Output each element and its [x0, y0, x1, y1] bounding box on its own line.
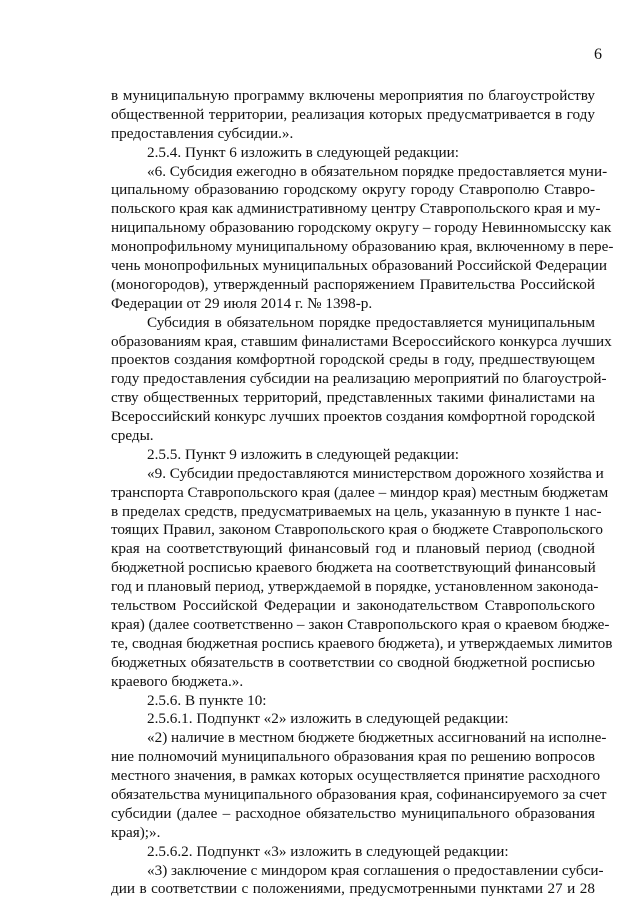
text-line: образованиям края, ставшим финалистами Всероссийского конкурса лучших — [111, 332, 612, 350]
text-line: проектов создания комфортной городской среды в году, предшествующем — [111, 351, 595, 369]
text-line: ципальному образованию городскому округу городу Ставрополю Ставро- — [111, 181, 595, 199]
text-line: среды. — [111, 427, 154, 445]
text-line: тельством Российской Федерации и законодательством Ставропольского — [111, 597, 595, 615]
text-line: дии в соответствии с положениями, предусмотренными пунктами 27 и 28 — [111, 880, 595, 898]
text-line: бюджетной росписью краевого бюджета на соответствующий финансовый — [111, 559, 596, 577]
text-line: ние полномочий муниципального образования края по решению вопросов — [111, 748, 595, 766]
text-line: бюджетных обязательств в соответствии со сводной бюджетной росписью — [111, 653, 595, 671]
text-line: ству общественных территорий, представленных такими финалистами на — [111, 389, 595, 407]
text-line: в муниципальную программу включены мероприятия по благоустройству — [111, 87, 595, 104]
text-line: чень монопрофильных муниципальных образований Российской Федерации — [111, 257, 608, 275]
text-line: (моногородов), утвержденный распоряжением Правительства Российской — [111, 275, 595, 293]
text-line: Всероссийский конкурс лучших проектов создания комфортной городской — [111, 408, 596, 426]
text-line: краевого бюджета.». — [111, 672, 244, 690]
text-line: году предоставления субсидии на реализацию мероприятий по благоустрой- — [111, 370, 607, 388]
text-line: «2) наличие в местном бюджете бюджетных ассигнований на исполне- — [147, 729, 607, 747]
text-line: местного значения, в рамках которых осуществляется принятие расходного — [111, 767, 601, 785]
text-line: 2.5.6. В пункте 10: — [147, 691, 267, 709]
text-line: транспорта Ставропольского края (далее – миндор края) местным бюджетам — [111, 483, 609, 501]
text-line: в пределах средств, предусматриваемых на цель, указанную в пункте 1 нас- — [111, 502, 602, 520]
text-line: края);». — [111, 823, 161, 841]
text-line: предоставления субсидии.». — [111, 124, 294, 142]
text-line: 2.5.6.1. Подпункт «2» изложить в следующей редакции: — [147, 710, 509, 728]
text-line: год и плановый период, утверждаемой в порядке, установленном законода- — [111, 578, 599, 596]
text-line: субсидии (далее – расходное обязательство муниципального образования — [111, 804, 595, 822]
text-line: польского края как административному центру Ставропольского края и му- — [111, 200, 601, 218]
text-line: обязательства муниципального образования края, софинансируемого за счет — [111, 785, 607, 803]
text-line: 2.5.4. Пункт 6 изложить в следующей редакции: — [147, 143, 460, 161]
text-line: общественной территории, реализация которых предусматривается в году — [111, 105, 595, 123]
text-line: «9. Субсидии предоставляются министерством дорожного хозяйства и — [147, 464, 604, 482]
text-line: «3) заключение с миндором края соглашения о предоставлении субси- — [147, 861, 604, 879]
text-line: тоящих Правил, законом Ставропольского края о бюджете Ставропольского — [111, 521, 603, 539]
text-line: Субсидия в обязательном порядке предоставляется муниципальным — [147, 313, 595, 331]
text-line: монопрофильному муниципальному образованию края, включенному в пере- — [111, 238, 614, 256]
page-number: 6 — [594, 46, 602, 63]
text-line: «6. Субсидия ежегодно в обязательном порядке предоставляется муни- — [147, 162, 608, 180]
text-line: 2.5.5. Пункт 9 изложить в следующей редакции: — [147, 445, 460, 463]
document-body — [111, 87, 614, 899]
text-line: ниципальному образованию городскому округу – городу Невинномысску как — [111, 219, 612, 237]
text-line: края на соответствующий финансовый год и плановый период (сводной — [111, 540, 595, 558]
text-line: края) (далее соответственно – закон Ставропольского края о краевом бюдже- — [111, 615, 610, 633]
text-line: те, сводная бюджетная роспись краевого бюджета), и утверждаемых лимитов — [111, 634, 613, 652]
text-line: 2.5.6.2. Подпункт «3» изложить в следующей редакции: — [147, 842, 509, 860]
text-line: Федерации от 29 июля 2014 г. № 1398-р. — [111, 294, 373, 312]
